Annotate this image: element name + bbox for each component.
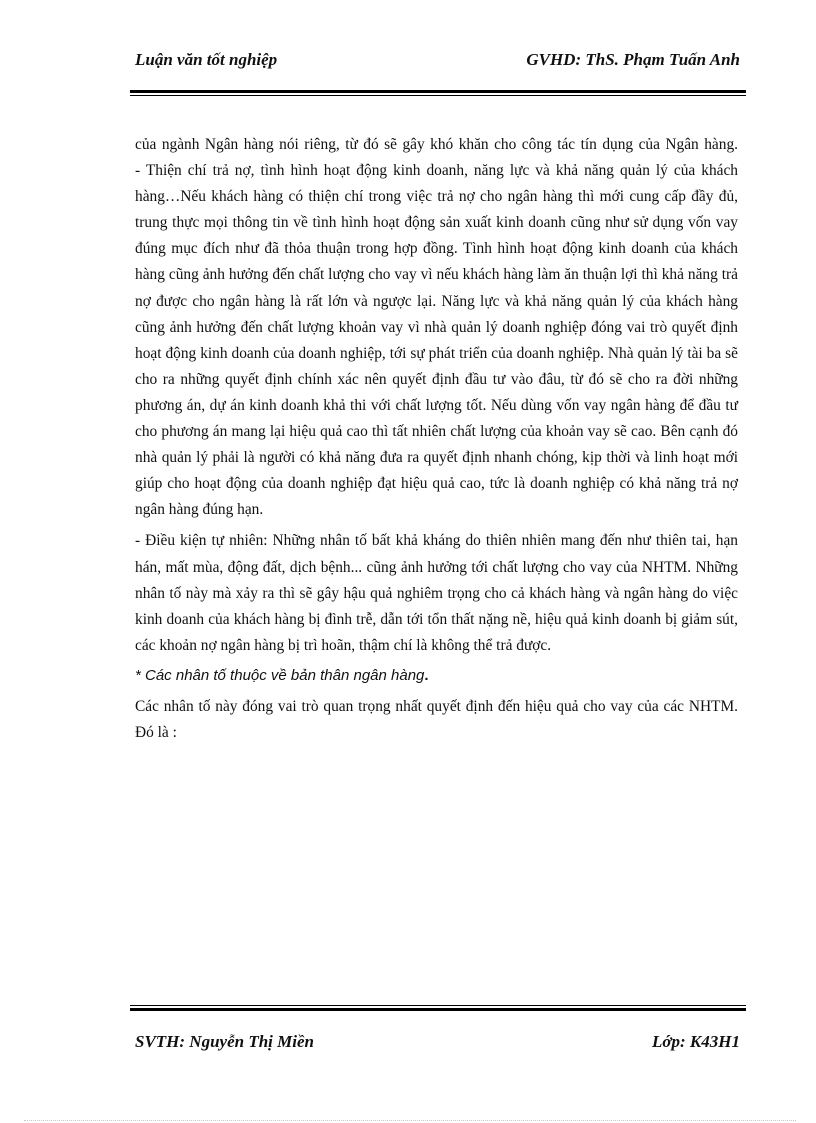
page-footer — [135, 1028, 740, 1056]
paragraph-bank-factors-intro: Các nhân tố này đóng vai trò quan trọng nhất quyết định đến hiệu quả cho vay của các NHTM. Đó là : — [135, 697, 738, 742]
paragraph-borrower-goodwill: - Thiện chí trả nợ, tình hình hoạt động kinh doanh, năng lực và khả năng quản lý của khách hàng…Nếu khách hàng có thiện chí trong việc trả nợ cho ngân hàng thì mới cung cấp đầy đủ, trung thực mọi thông tin về tình hình hoạt động sản xuất kinh doanh cũng như sử dụng vốn vay đúng mục đích như đã thỏa thuận trong hợp đồng. Tình hình hoạt động kinh doanh của khách hàng cũng ảnh hưởng đến chất lượng cho vay vì nếu khách hàng làm ăn thuận lợi thì khả năng trả nợ được cho ngân hàng là rất lớn và ngược lại. Năng lực và khả năng quản lý của khách hàng cũng ảnh hưởng đến chất lượng khoản vay vì nhà quản lý doanh nghiệp đóng vai trò quyết định hoạt động kinh doanh của doanh nghiệp, tới sự phát triển của doanh nghiệp. Nhà quản lý tài ba sẽ cho ra những quyết định chính xác nên quyết định đầu tư vào đâu, từ đó sẽ cho ra đời những phương án, dự án kinh doanh khả thi với chất lượng tốt. Nếu dùng vốn vay ngân hàng để đầu tư cho phương án mang lại hiệu quả cao thì tất nhiên chất lượng của khoản vay sẽ cao. Bên cạnh đó nhà quản lý phải là người có khả năng đưa ra quyết định nhanh chóng, kịp thời và linh hoạt mới giúp cho hoạt động của doanh nghiệp đạt hiệu quả cao, tức là doanh nghiệp có khả năng trả nợ ngân hàng đúng hạn. — [135, 162, 738, 519]
footer-rule-thick — [130, 1008, 746, 1011]
paragraph-continuation: của ngành Ngân hàng nói riêng, từ đó sẽ gây khó khăn cho công tác tín dụng của Ngân hàng. — [135, 136, 738, 153]
heading-text: * Các nhân tố thuộc về bản thân ngân hàng — [135, 666, 425, 684]
header-rule-thin — [130, 95, 746, 96]
paragraph-natural-conditions: - Điều kiện tự nhiên: Những nhân tố bất khả kháng do thiên nhiên mang đến như thiên tai, hạn hán, mất mùa, động đất, dịch bệnh... cũng ảnh hưởng tới chất lượng cho vay của NHTM. Những nhân tố này mà xảy ra thì sẽ gây hậu quả nghiêm trọng cho cả khách hàng và ngân hàng do việc kinh doanh của khách hàng bị đình trễ, dẫn tới tổn thất nặng nề, hiệu quả kinh doanh bị giảm sút, các khoản nợ ngân hàng bị trì hoãn, thậm chí là không thể trả được. — [135, 532, 738, 654]
page-header — [135, 46, 740, 74]
page-bottom-edge — [24, 1120, 796, 1121]
heading-period: . — [424, 666, 429, 684]
footer-rule-thin — [130, 1005, 746, 1006]
section-heading-bank-factors — [135, 663, 738, 689]
header-rule-thick — [130, 90, 746, 93]
body-text — [135, 132, 738, 746]
footer-student: SVTH: Nguyễn Thị Miền — [135, 1032, 314, 1051]
header-thesis-title: Luận văn tốt nghiệp — [135, 50, 278, 69]
footer-class: Lớp: K43H1 — [652, 1032, 740, 1051]
header-supervisor: GVHD: ThS. Phạm Tuấn Anh — [526, 50, 740, 69]
